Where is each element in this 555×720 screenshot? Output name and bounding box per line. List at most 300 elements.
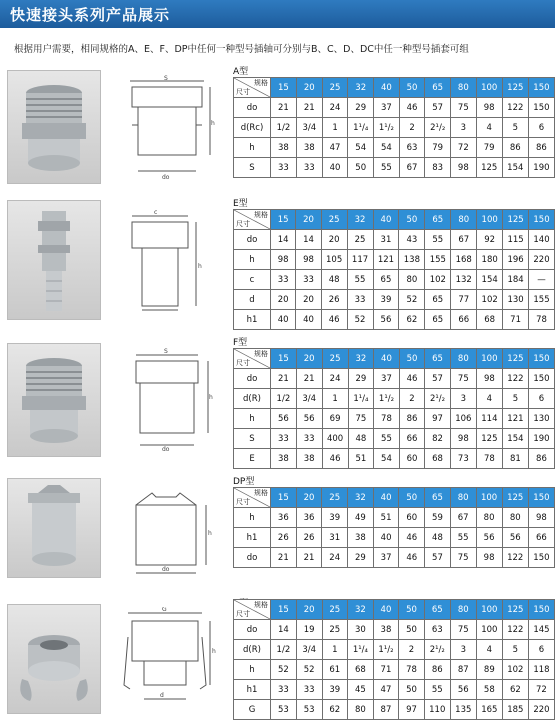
table-cell: 78 [374,409,400,429]
table-cell: 125 [476,429,502,449]
spec-table-b [233,599,555,720]
table-cell: 46 [399,528,425,548]
svg-text:do: do [162,566,170,573]
table-cell: 20 [296,290,321,310]
table-row [234,250,555,270]
size-header: 25 [322,349,348,369]
table-row [234,409,555,429]
table-cell: 80 [348,700,374,720]
table-cell: 33 [296,429,322,449]
table-cell: 37 [373,548,399,568]
svg-text:do: do [162,174,170,180]
table-row [234,138,555,158]
drawing-e [118,208,218,313]
table-cell: 6 [528,389,554,409]
table-cell: 54 [374,138,400,158]
size-header: 65 [425,488,451,508]
table-cell: 102 [502,660,528,680]
table-cell: 98 [450,429,476,449]
size-header: 32 [348,78,374,98]
table-cell: 138 [399,250,425,270]
table-cell: 36 [296,508,322,528]
size-header: 40 [373,488,399,508]
table-cell: 40 [271,310,296,330]
svg-text:S: S [164,348,168,355]
table-cell: 33 [296,158,322,178]
row-label: h [234,508,271,528]
table-cell: 86 [399,409,425,429]
table-cell: 26 [321,290,347,310]
table-cell: 38 [348,528,374,548]
row-label: d [234,290,271,310]
spec-table-e [233,209,555,330]
table-cell: 21 [271,369,297,389]
table-cell: 73 [450,449,476,469]
table-cell: 48 [425,528,451,548]
table-cell: 79 [425,138,451,158]
table-cell: 150 [528,548,554,568]
table-cell: 5 [502,389,528,409]
table-cell: 2 [399,389,425,409]
table-row [234,508,555,528]
table-cell: 56 [476,528,502,548]
size-header: 125 [502,78,528,98]
table-cell: 154 [502,429,528,449]
table-cell: 21 [296,369,322,389]
section-title-a: A型 [233,67,249,77]
size-header: 125 [502,349,528,369]
size-header: 80 [450,488,476,508]
size-header: 100 [476,78,502,98]
size-header: 25 [321,210,347,230]
table-cell: 14 [271,620,297,640]
table-cell: 130 [528,409,554,429]
table-cell: 62 [399,310,425,330]
table-cell: 57 [425,98,451,118]
table-cell: 77 [451,290,477,310]
table-cell: 1¹/₄ [348,389,374,409]
row-label: d(R) [234,640,271,660]
table-cell: 66 [451,310,477,330]
table-cell: 150 [528,98,554,118]
product-photo-a [7,70,101,184]
table-cell: 5 [502,118,528,138]
size-header: 32 [347,210,373,230]
table-cell: 51 [348,449,374,469]
table-cell: 1 [322,118,348,138]
table-cell: 20 [271,290,296,310]
size-header: 32 [348,488,374,508]
table-cell: 1¹/₄ [348,118,374,138]
table-cell: 26 [296,528,322,548]
table-cell: 47 [322,138,348,158]
table-cell: 122 [502,369,528,389]
table-cell: 29 [348,369,374,389]
table-cell: 165 [476,700,502,720]
section-title-e: E型 [233,199,248,209]
table-cell: 55 [424,680,450,700]
table-row [234,620,555,640]
row-label: h1 [234,310,271,330]
table-cell: 78 [476,449,502,469]
table-cell: 67 [399,158,425,178]
table-cell: 81 [502,449,528,469]
table-cell: 21 [296,548,322,568]
product-photo-b [7,604,101,714]
table-cell: 155 [529,290,555,310]
table-cell: 1¹/₂ [374,118,400,138]
table-cell: 80 [476,508,502,528]
table-cell: 71 [503,310,529,330]
table-cell: 122 [502,620,528,640]
size-header: 100 [476,349,502,369]
table-cell: 98 [476,369,502,389]
table-header-row [234,78,555,98]
table-cell: 4 [476,118,502,138]
table-cell: 33 [296,270,321,290]
table-cell: 150 [528,369,554,389]
table-cell: 180 [477,250,503,270]
table-cell: 66 [399,429,425,449]
svg-text:h: h [211,120,215,127]
table-cell: 55 [374,158,400,178]
table-row [234,680,555,700]
row-label: h1 [234,680,271,700]
table-cell: 117 [347,250,373,270]
table-cell: 140 [529,230,555,250]
table-cell: 97 [399,700,425,720]
table-cell: 50 [348,158,374,178]
row-label: c [234,270,271,290]
table-cell: 78 [399,660,425,680]
size-header: 150 [528,488,554,508]
table-cell: 38 [271,138,297,158]
table-header-row [234,349,555,369]
table-cell: 33 [347,290,373,310]
size-header: 50 [399,488,425,508]
table-cell: 87 [373,700,399,720]
table-cell: 145 [528,620,554,640]
table-cell: 53 [271,700,297,720]
table-cell: 6 [528,640,554,660]
svg-text:h: h [209,394,213,401]
table-cell: 54 [374,449,400,469]
table-cell: 154 [477,270,503,290]
table-cell: 33 [271,429,297,449]
size-header: 32 [348,600,374,620]
table-row [234,640,555,660]
table-cell: 39 [373,290,399,310]
table-cell: 39 [322,508,348,528]
table-cell: 89 [476,660,502,680]
size-header: 50 [399,349,425,369]
table-cell: 1/2 [271,389,297,409]
spec-table-dp [233,487,555,568]
table-cell: 86 [528,138,554,158]
size-header: 80 [450,349,476,369]
size-header: 50 [399,600,425,620]
size-header: 15 [271,78,297,98]
table-cell: 46 [399,369,425,389]
row-label: S [234,429,271,449]
size-header: 32 [348,349,374,369]
table-cell: 45 [348,680,374,700]
row-label: h [234,660,271,680]
table-cell: 86 [424,660,450,680]
table-cell: 52 [399,290,425,310]
spec-table-f [233,348,555,469]
table-cell: 1¹/₂ [373,640,399,660]
svg-text:h: h [198,263,202,270]
table-cell: 14 [296,230,321,250]
table-cell: 79 [476,138,502,158]
table-cell: 48 [348,429,374,449]
table-cell: 24 [322,369,348,389]
table-cell: 56 [450,680,476,700]
size-header: 125 [502,600,528,620]
table-cell: 3 [450,389,476,409]
table-cell: 72 [451,138,477,158]
table-cell: 190 [528,158,554,178]
table-header-row [234,488,555,508]
svg-text:c: c [154,209,158,216]
table-cell: 2 [399,640,425,660]
size-header: 50 [399,210,425,230]
size-header: 40 [373,210,399,230]
table-cell: 80 [399,270,425,290]
table-cell: 51 [373,508,399,528]
table-row [234,290,555,310]
table-row [234,270,555,290]
size-header: 50 [399,78,425,98]
table-cell: 21 [271,98,297,118]
table-cell: 190 [528,429,554,449]
table-cell: 53 [296,700,322,720]
table-cell: 30 [348,620,374,640]
row-label: S [234,158,271,178]
table-cell: 92 [477,230,503,250]
table-cell: 46 [321,310,347,330]
table-cell: 33 [271,158,297,178]
table-cell: 52 [271,660,297,680]
table-cell: 122 [502,98,528,118]
table-cell: 98 [476,548,502,568]
svg-text:G: G [162,607,167,613]
table-cell: 97 [425,409,451,429]
table-cell: 1/2 [271,640,297,660]
section-title-dp: DP型 [233,477,255,487]
svg-text:h: h [212,648,216,655]
table-cell: 21 [296,98,322,118]
table-cell: 68 [425,449,451,469]
table-cell: 68 [348,660,374,680]
table-cell: 55 [374,429,400,449]
table-cell: 65 [425,310,451,330]
size-header: 100 [477,210,503,230]
table-cell: 20 [321,230,347,250]
corner-cell: 规格 尺寸 [234,488,271,508]
page-title: 快速接头系列产品展示 [10,6,171,24]
table-cell: 25 [347,230,373,250]
table-cell: 36 [271,508,297,528]
table-row [234,118,555,138]
table-cell: 135 [450,700,476,720]
row-label: d(R) [234,389,271,409]
size-header: 150 [528,349,554,369]
drawing-b [118,607,218,712]
table-cell: 31 [322,528,348,548]
table-cell: 63 [424,620,450,640]
table-cell: 19 [296,620,322,640]
table-cell: 98 [451,158,477,178]
table-cell: 43 [399,230,425,250]
size-header: 125 [502,488,528,508]
size-header: 20 [296,349,322,369]
size-header: 15 [271,600,297,620]
table-cell: 39 [322,680,348,700]
table-cell: 1¹/₂ [374,389,400,409]
table-cell: 98 [476,98,502,118]
product-photo-e [7,200,101,320]
table-cell: 154 [502,158,528,178]
table-cell: 52 [296,660,322,680]
table-cell: 2¹/₂ [425,118,451,138]
table-cell: 125 [476,158,502,178]
size-header: 125 [503,210,529,230]
table-cell: 37 [374,369,400,389]
corner-cell: 规格 尺寸 [234,600,271,620]
table-cell: 40 [296,310,321,330]
table-cell: 49 [348,508,374,528]
row-label: do [234,620,271,640]
table-cell: 2¹/₂ [425,389,451,409]
table-cell: 60 [399,449,425,469]
table-cell: 67 [451,230,477,250]
table-cell: 110 [424,700,450,720]
table-cell: 75 [450,620,476,640]
table-cell: 71 [373,660,399,680]
table-cell: 54 [348,138,374,158]
table-cell: 33 [271,270,296,290]
size-header: 65 [425,78,451,98]
table-cell: 50 [399,680,425,700]
table-cell: 4 [476,389,502,409]
table-cell: 48 [321,270,347,290]
table-cell: 46 [399,98,425,118]
size-header: 80 [451,78,477,98]
table-cell: 55 [450,528,476,548]
table-cell: 50 [399,620,425,640]
table-cell: 2 [399,118,425,138]
row-label: h [234,409,271,429]
size-header: 20 [296,210,321,230]
table-cell: 82 [425,429,451,449]
table-cell: 33 [271,680,297,700]
table-cell: 60 [399,508,425,528]
table-cell: 47 [373,680,399,700]
svg-text:S: S [164,75,168,82]
size-header: 65 [425,349,451,369]
table-cell: 61 [322,660,348,680]
table-cell: 63 [399,138,425,158]
table-row [234,369,555,389]
table-cell: 220 [528,700,554,720]
svg-text:d: d [160,692,164,699]
table-row [234,548,555,568]
svg-text:do: do [162,446,170,452]
table-cell: 102 [425,270,451,290]
table-cell: 121 [502,409,528,429]
table-cell: 57 [425,548,451,568]
size-header: 40 [374,78,400,98]
table-row [234,389,555,409]
table-row [234,449,555,469]
table-cell: 100 [476,620,502,640]
table-cell: 40 [322,158,348,178]
size-header: 20 [296,600,322,620]
size-header: 80 [450,600,476,620]
table-cell: 26 [271,528,297,548]
table-cell: 400 [322,429,348,449]
table-cell: 106 [450,409,476,429]
table-cell: 38 [373,620,399,640]
table-cell: 24 [322,98,348,118]
table-cell: 56 [373,310,399,330]
table-cell: 65 [373,270,399,290]
row-label: E [234,449,271,469]
table-cell: 29 [348,98,374,118]
size-header: 100 [476,488,502,508]
table-cell: 220 [529,250,555,270]
table-cell: 3 [450,640,476,660]
table-cell: 72 [528,680,554,700]
row-label: h [234,138,271,158]
table-cell: 155 [425,250,451,270]
corner-cell: 规格 尺寸 [234,349,271,369]
product-photo-dp [7,478,101,578]
table-cell: 105 [321,250,347,270]
table-cell: 115 [503,230,529,250]
intro-text: 根据用户需要，相同规格的A、E、F、DP中任何一种型号插轴可分别与B、C、D、DC中任一种型号插套可组 [14,44,469,55]
row-label: d(Rc) [234,118,271,138]
table-cell: 14 [271,230,296,250]
table-cell: 75 [450,369,476,389]
size-header: 150 [529,210,555,230]
spec-table-a [233,77,555,178]
product-photo-f [7,343,101,457]
table-cell: 62 [502,680,528,700]
row-label: do [234,548,271,568]
table-cell: 24 [322,548,348,568]
table-cell: 3/4 [296,118,322,138]
table-cell: 25 [322,620,348,640]
size-header: 15 [271,210,296,230]
table-cell: 67 [450,508,476,528]
row-label: h [234,250,271,270]
table-cell: 5 [502,640,528,660]
size-header: 100 [476,600,502,620]
drawing-dp [118,483,218,578]
size-header: 40 [374,349,400,369]
size-header: 150 [528,78,554,98]
page-header [0,0,555,28]
table-cell: 65 [425,290,451,310]
table-cell: 37 [374,98,400,118]
table-cell: 118 [528,660,554,680]
size-header: 20 [296,488,322,508]
table-cell: 62 [322,700,348,720]
size-header: 15 [271,349,297,369]
